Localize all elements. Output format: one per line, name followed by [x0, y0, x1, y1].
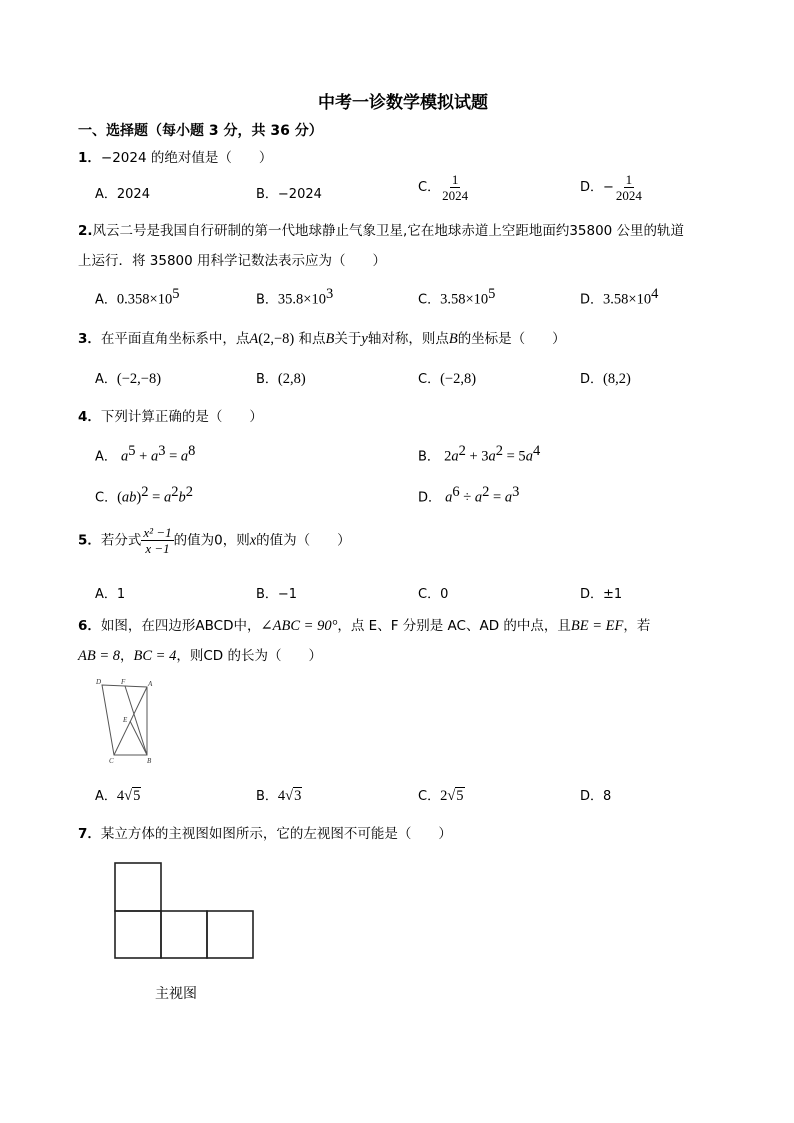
- label-C: C: [109, 757, 114, 765]
- option-4b: B． $2a^2 + 3a^2 = 5a^4$: [418, 443, 541, 465]
- option-1b: B．−2024: [256, 187, 322, 202]
- option-2b: B．$35.8\times 10^3$: [256, 286, 334, 308]
- option-6a: A．4√5: [95, 788, 141, 804]
- question-4: 4．下列计算正确的是（ ）: [78, 409, 263, 425]
- front-view-figure: [112, 860, 257, 962]
- option-4a: A． $a^5 + a^3 = a^8$: [95, 443, 196, 465]
- question-1: [78, 146, 272, 166]
- option-4c: C．$(ab)^2 = a^2b^2$: [95, 484, 193, 506]
- option-6d: D．8: [580, 789, 612, 804]
- fraction: $\frac{1}{2024}$: [442, 172, 469, 203]
- option-1c: C． $\frac{1}{2024}$: [418, 172, 469, 203]
- label-B: B: [147, 757, 152, 765]
- question-2-line2: 上运行．将 35800 用科学记数法表示应为（ ）: [78, 253, 387, 269]
- option-5a: A．1: [95, 587, 126, 602]
- option-2c: C．$3.58\times 10^5$: [418, 286, 496, 308]
- figure-caption: 主视图: [155, 986, 197, 1002]
- quadrilateral-figure: [92, 675, 158, 765]
- question-2-line1: 2.风云二号是我国自行研制的第一代地球静止气象卫星,它在地球赤道上空距地面约35800 公里的轨道: [78, 223, 685, 239]
- fraction: $\frac{\text{x² −1}}{x -1}$: [143, 525, 172, 556]
- option-3a: A．(−2,−8): [95, 371, 162, 387]
- option-1a: A．2024: [95, 187, 150, 202]
- page-title: 中考一诊数学模拟试题: [318, 93, 488, 113]
- option-3c: C．(−2,8): [418, 371, 477, 387]
- option-2a: A．$0.358\times 10^5$: [95, 286, 180, 308]
- label-F: F: [121, 678, 126, 686]
- option-6c: C．2√5: [418, 788, 464, 804]
- section-heading: 一、选择题（每小题 3 分，共 36 分）: [78, 123, 323, 139]
- question-6-line1: 6．如图，在四边形ABCD中，∠ABC = 90°，点 E、F 分别是 AC、AD 的中点，且BE = EF，若: [78, 618, 651, 634]
- option-3b: B．(2,8): [256, 371, 306, 387]
- label-D: D: [96, 678, 102, 686]
- question-7: 7．某立方体的主视图如图所示，它的左视图不可能是（ ）: [78, 826, 452, 842]
- label-E: E: [123, 716, 128, 724]
- label-A: A: [148, 680, 153, 688]
- option-5b: B．−1: [256, 587, 298, 602]
- question-3: 3．在平面直角坐标系中，点A(2,−8) 和点B关于y轴对称，则点B的坐标是（ ）: [78, 331, 566, 347]
- option-2d: D．$3.58\times 10^4$: [580, 286, 659, 308]
- question-text: −2024 的绝对值是（ ）: [100, 150, 273, 166]
- option-4d: D． $a^6 \div a^2 = a^3$: [418, 484, 520, 506]
- option-3d: D．(8,2): [580, 371, 631, 387]
- question-number: 1．: [78, 150, 101, 166]
- fraction: $\frac{1}{2024}$: [615, 172, 642, 203]
- option-5c: C．0: [418, 587, 449, 602]
- question-6-line2: AB = 8，BC = 4，则CD 的长为（ ）: [78, 648, 322, 664]
- option-6b: B．4√3: [256, 788, 302, 804]
- option-5d: D．±1: [580, 587, 623, 602]
- option-1d: D．− $\frac{1}{2024}$: [580, 172, 642, 203]
- question-5: 5．若分式 $\frac{\text{x² −1}}{x -1}$ 的值为0，则x的值为（ ）: [78, 525, 351, 556]
